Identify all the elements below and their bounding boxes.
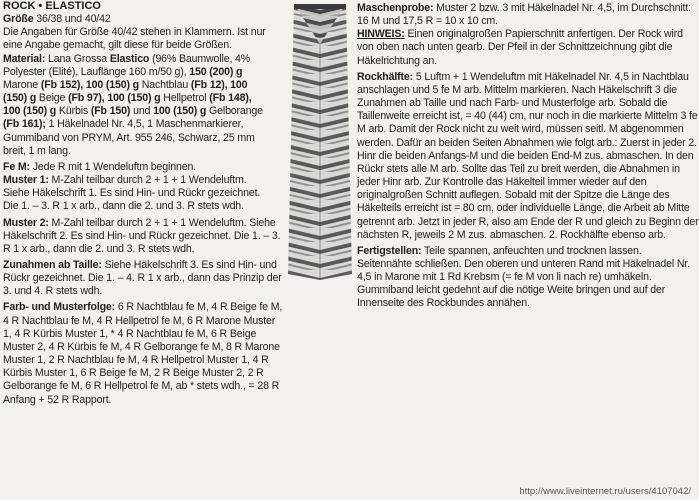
rockhaelfte-paragraph <box>357 71 699 242</box>
maschenprobe-label: Maschenprobe: <box>357 2 434 14</box>
muster1-text: M-Zahl teilbar durch 2 + 1 + 1 Wendeluftm. Siehe Häkelschrift 1. Es sind Hin- und Rückr gezeichnet. Die 1. – 3. R 1 x arb., dann die 2. und 3. R stets wdh. <box>3 174 261 213</box>
material-m2-text: Nachtblau <box>141 78 189 91</box>
zunahmen-paragraph <box>3 259 283 298</box>
muster2-label: Muster 2: <box>3 216 49 229</box>
right-column <box>357 2 699 314</box>
fertig-paragraph <box>357 245 699 311</box>
muster2-text: M-Zahl teilbar durch 2 + 1 + 1 Wendeluftm. Siehe Häkelschrift 2. Es sind Hin- und Rückr gezeichnet. Die 1. – 3. R 1 x arb., dann die 2. und 3. R stets wdh. <box>3 216 281 255</box>
maschenprobe-paragraph <box>357 2 699 68</box>
material-m4-text: Hellpetrol <box>163 92 207 105</box>
material-brand: Lana Grossa <box>48 52 108 65</box>
material-m2: (Fb 152), 100 (150) g <box>40 78 139 91</box>
material-block <box>3 53 271 158</box>
groesse-value: 36/38 und 40/42 <box>36 13 111 26</box>
hinweis-text: Einen originalgroßen Papierschnitt anfertigen. Der Rock wird von oben nach unten gearb. Der Pfeil in der Schnittzeichnung gibt die Häkelrichtung an. <box>357 28 683 67</box>
farb-paragraph <box>3 301 283 406</box>
material-m8: (Fb 161); <box>3 118 46 131</box>
material-m6-text: und <box>133 105 151 118</box>
fem-paragraph <box>3 161 271 214</box>
fem-text: Jede R mit 1 Wendeluftm beginnen. <box>32 160 196 173</box>
farb-text: 6 R Nachtblau fe M, 4 R Beige fe M, 4 R Nachtblau fe M, 4 R Hellpetrol fe M, 6 R Marone Muster 1, 4 R Kürbis Muster 1, * 4 R Nachtblau fe M, 6 R Beige Muster 2, 4 R Kürbis fe M, 4 R Gelborange fe M, 8 R Marone Muster 1, 2 R Nachtblau fe M, 4 R Hellpetrol Muster 1, 4 R Kürbis Muster 1, 6 R Beige fe M, 2 R Beige Muster 2, 2 R Gelborange fe M, 6 R Hellpetrol fe M, ab * stets wdh., = 28 R Anfang + 52 R Rapport. <box>3 301 283 406</box>
maschenprobe-text: Muster 2 bzw. 3 mit Häkelnadel Nr. 4,5, im Durchschnitt: 16 M und 17,5 R = 10 x 10 cm. <box>357 2 691 28</box>
material-m4: (Fb 97), 100 (150) g <box>68 92 161 105</box>
groesse-note: Die Angaben für Größe 40/42 stehen in Klammern. Ist nur eine Angabe gemacht, gilt diese für beide Größen. <box>3 26 266 52</box>
fertig-label: Fertigstellen: <box>357 244 422 257</box>
material-rest: 1 Häkelnadel Nr. 4,5, 1 Maschenmarkierer, Gummiband von PRYM, Art. 955 246, Schwarz, 25 mm breit, 1 m lang. <box>3 118 255 157</box>
material-m1: 150 (200) g <box>189 65 243 78</box>
muster2-paragraph <box>3 217 283 256</box>
zunahmen-label: Zunahmen ab Taille: <box>3 258 102 271</box>
muster1-label: Muster 1: <box>3 174 49 187</box>
zunahmen-text: Siehe Häkelschrift 3. Es sind Hin- und Rückr gezeichnet. Die 1. – 4. R 1 x arb., dann das Prinzip der 3. und 4. R stets wdh. <box>3 258 282 298</box>
farb-label: Farb- und Musterfolge: <box>3 301 116 314</box>
hinweis-label: HINWEIS: <box>357 28 405 41</box>
material-label: Material: <box>3 52 46 65</box>
material-m1-text: Marone <box>3 78 39 91</box>
skirt-photo <box>286 4 354 280</box>
material-m5-text: Kürbis <box>58 105 89 118</box>
material-m6: (Fb 150) <box>90 105 131 118</box>
rockhaelfte-label: Rockhälfte: <box>357 70 414 83</box>
material-desc: (96% Baumwolle, 4% Polyester (Elité), Lauflänge 160 m/50 g), <box>3 52 251 78</box>
fem-label: Fe M: <box>3 160 30 173</box>
material-m7-text: Gelborange <box>209 105 263 118</box>
material-name: Elastico <box>109 52 150 65</box>
material-m3: (Fb 12), 100 (150) g <box>3 78 248 105</box>
material-m7: 100 (150) g <box>153 105 207 118</box>
rockhaelfte-text: 5 Luftm + 1 Wendeluftm mit Häkelnadel Nr. 4,5 in Nachtblau anschlagen und 5 fe M arb. Mittelm markieren. Nach Häkelschrift 3 die Zunahmen ab Taille und nach Farb- und Musterfolge arb. Sobald die Taillenweite erreicht ist, = 40 (44) cm, nur noch in die markierte Mittelm 3 fe M arb. Damit der Rock nicht zu weit wird, müssen seitl. M abgenommen werden. Dafür an beiden Seiten Abnahmen wie folgt arb.: Zuerst in jeder 2. Hinr die beiden Anfangs-M und die beiden End-M zus. abmaschen. In den Rückr stets alle M arb. Sollte das Teil zu breit werden, die Abnahmen in jeder Hinr arb. Zur Kontrolle das Häkelteil immer wieder auf den originalgroßen Schnitt auflegen. Sobald mit der Spitze die Länge des Häkelteils erreicht ist = 80 cm, oder individuelle Länge, die Arbeit ab Mitte getrennt arb. Jetzt in jeder R, also am Ende der R und gleich zu Beginn der nächsten R, jeweils 2 M zus. abmaschen. 2. Rockhälfte ebenso arb. <box>357 70 699 241</box>
fertig-text: Teile spannen, anfeuchten und trocknen lassen. Seitennähte schließen. Den oberen und unteren Rand mit Häkelnadel Nr. 4,5 in Marone mit 1 Rd Krebsm (= fe M von li nach re) umhäkeln. Gummiband leicht gedehnt auf die nötige Weite bringen und auf der Innenseite des Rockbundes annähen. <box>357 244 690 310</box>
pattern-title: ROCK • ELASTICO <box>3 0 101 12</box>
watermark-url: http://www.liveinternet.ru/users/4107042/ <box>519 486 691 497</box>
groesse-label: Größe <box>3 13 34 26</box>
material-m3-text: Beige <box>38 92 66 105</box>
left-column <box>3 0 283 410</box>
material-m5: (Fb 148), 100 (150) g <box>3 92 252 118</box>
